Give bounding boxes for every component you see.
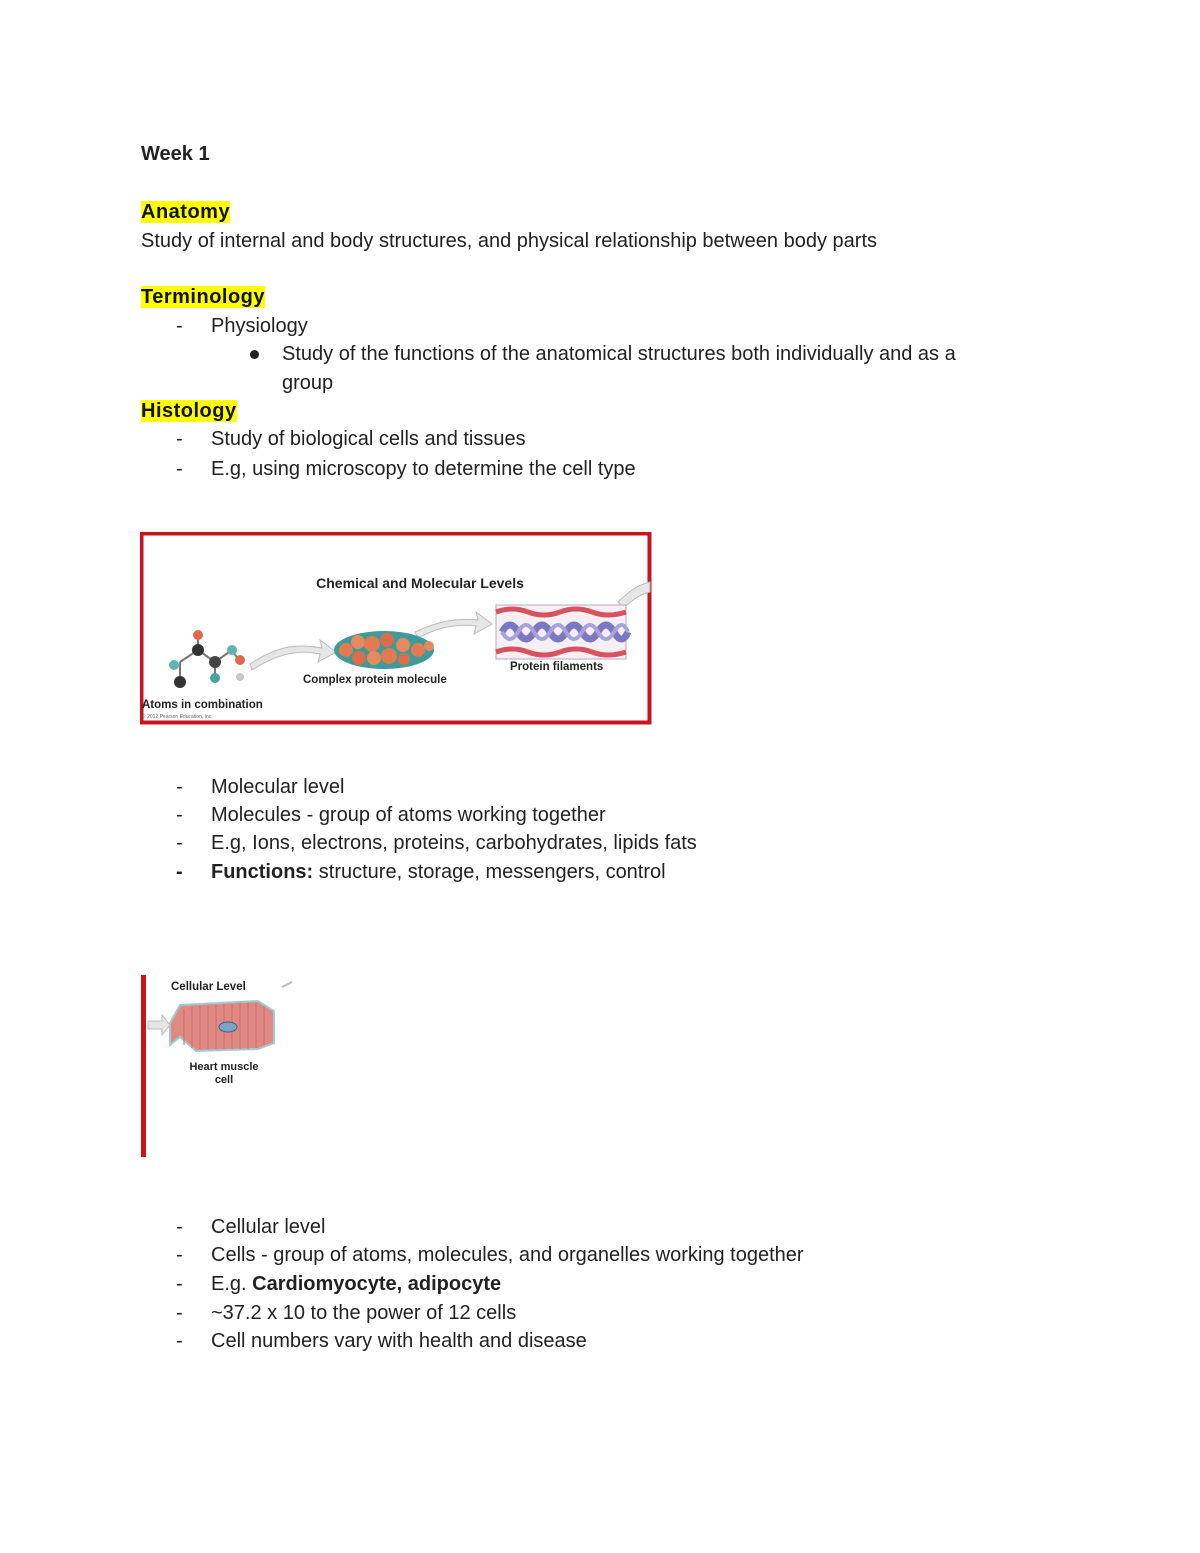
example-cell-types: Cardiomyocyte, adipocyte bbox=[252, 1273, 502, 1295]
cellular-level-figure bbox=[140, 975, 300, 1157]
histology-heading bbox=[141, 398, 237, 424]
histology-title: Histology bbox=[141, 400, 237, 422]
label-atoms: Atoms in combination bbox=[142, 699, 263, 711]
heart-muscle-cell-illustration bbox=[170, 1001, 274, 1051]
list-item-continuation: group bbox=[282, 372, 334, 394]
dash-bullet: - bbox=[176, 861, 183, 883]
figure-title: Cellular Level bbox=[171, 981, 246, 993]
functions-label: Functions: bbox=[211, 861, 314, 883]
terminology-title: Terminology bbox=[141, 286, 266, 308]
terminology-heading bbox=[141, 284, 265, 310]
list-item: Study of biological cells and tissues bbox=[211, 428, 526, 450]
dot-bullet bbox=[250, 350, 259, 359]
label-complex-protein: Complex protein molecule bbox=[303, 674, 447, 686]
dash-bullet: - bbox=[176, 776, 183, 798]
dash-bullet: - bbox=[176, 315, 183, 337]
label-heart-muscle-line1: Heart muscle bbox=[189, 1061, 259, 1073]
list-item bbox=[211, 1271, 501, 1297]
anatomy-heading bbox=[141, 199, 230, 225]
arrow-icon bbox=[148, 1015, 170, 1035]
list-item: E.g, using microscopy to determine the cell type bbox=[211, 458, 636, 480]
protein-filaments-illustration bbox=[496, 605, 628, 659]
complex-protein-illustration bbox=[334, 631, 434, 669]
list-item: Study of the functions of the anatomical structures both individually and as a bbox=[282, 343, 956, 365]
figure-left-bar bbox=[141, 975, 146, 1157]
list-item: Molecular level bbox=[211, 776, 345, 798]
dash-bullet: - bbox=[176, 832, 183, 854]
dash-bullet: - bbox=[176, 1273, 183, 1295]
dash-bullet: - bbox=[176, 1302, 183, 1324]
dash-bullet: - bbox=[176, 1216, 183, 1238]
list-item: Cellular level bbox=[211, 1216, 326, 1238]
list-item: Physiology bbox=[211, 315, 308, 337]
copyright-text: © 2012 Pearson Education, Inc. bbox=[142, 714, 213, 720]
page-title: Week 1 bbox=[141, 143, 210, 165]
label-heart-muscle-line2: cell bbox=[214, 1074, 234, 1086]
list-item: Cells - group of atoms, molecules, and organelles working together bbox=[211, 1244, 804, 1266]
anatomy-definition: Study of internal and body structures, and physical relationship between body parts bbox=[141, 230, 877, 252]
dash-bullet: - bbox=[176, 428, 183, 450]
functions-text: structure, storage, messengers, control bbox=[313, 861, 666, 883]
list-item: Cell numbers vary with health and disease bbox=[211, 1330, 587, 1352]
dash-bullet: - bbox=[176, 804, 183, 826]
anatomy-title: Anatomy bbox=[141, 201, 231, 223]
list-item: ~37.2 x 10 to the power of 12 cells bbox=[211, 1302, 517, 1324]
arrow-icon bbox=[282, 982, 292, 987]
dash-bullet: - bbox=[176, 1330, 183, 1352]
example-prefix: E.g. bbox=[211, 1273, 253, 1295]
chemical-molecular-figure bbox=[140, 532, 652, 725]
label-protein-filaments: Protein filaments bbox=[510, 661, 604, 673]
list-item bbox=[211, 859, 666, 885]
dash-bullet: - bbox=[176, 458, 183, 480]
list-item: Molecules - group of atoms working together bbox=[211, 804, 606, 826]
list-item: E.g, Ions, electrons, proteins, carbohydrates, lipids fats bbox=[211, 832, 697, 854]
dash-bullet: - bbox=[176, 1244, 183, 1266]
figure-title: Chemical and Molecular Levels bbox=[316, 575, 524, 591]
